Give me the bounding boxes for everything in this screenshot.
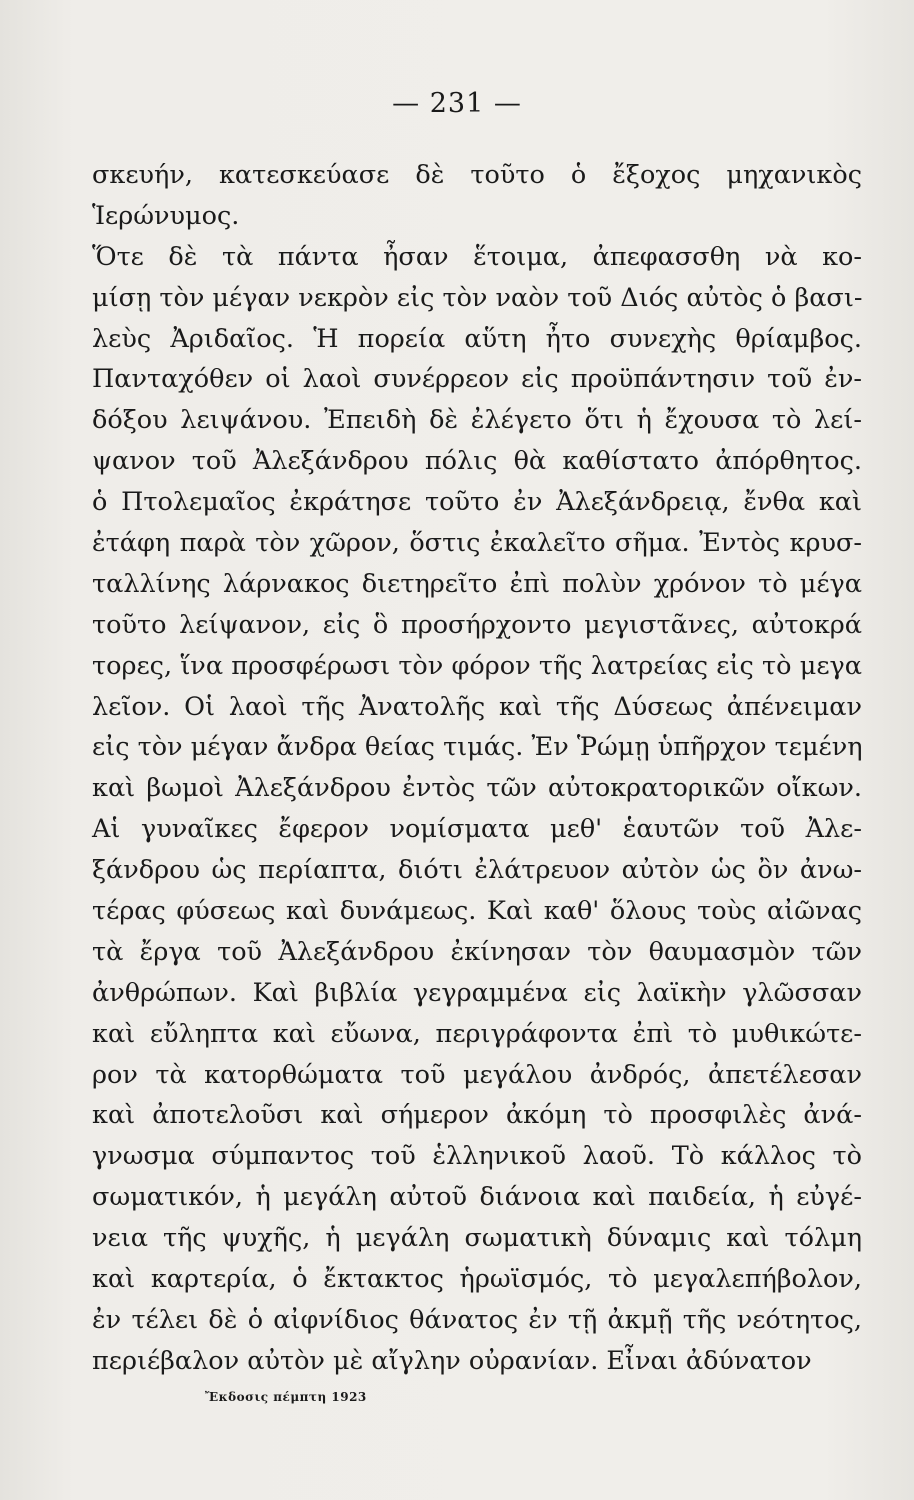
text-line: εἰς τὸν μέγαν ἄνδρα θείας τιμάς. Ἐν Ῥώμῃ ὑπῆρχον τεμένη (92, 732, 863, 763)
text-line: τέρας φύσεως καὶ δυνάμεως. Καὶ καθ' ὅλους τοὺς αἰῶνας (92, 896, 862, 927)
edition-footer: Ἔκδοσις πέμπτη 1923 (205, 1390, 367, 1404)
text-line: ἐτάφη παρὰ τὸν χῶρον, ὅστις ἐκαλεῖτο σῆμα. Ἐντὸς κρυσ- (92, 528, 862, 559)
text-line: τοῦτο λείψανον, εἰς ὃ προσήρχοντο μεγιστᾶνες, αὐτοκρά (92, 609, 862, 640)
text-line: σκευήν, κατεσκεύασε δὲ τοῦτο ὁ ἔξοχος μηχανικὸς (92, 160, 862, 190)
text-line: νεια τῆς ψυχῆς, ἡ μεγάλη σωματικὴ δύναμις καὶ τόλμη (92, 1223, 862, 1254)
text-line: τορες, ἵνα προσφέρωσι τὸν φόρον τῆς λατρείας εἰς τὸ μεγα (92, 650, 862, 681)
page-number: — 231 — (392, 88, 522, 119)
text-line: περιέβαλον αὐτὸν μὲ αἴγλην οὐρανίαν. Εἶναι ἀδύνατον (92, 1345, 812, 1376)
text-line: καὶ ἀποτελοῦσι καὶ σήμερον ἀκόμη τὸ προσφιλὲς ἀνά- (92, 1100, 862, 1131)
text-line: καὶ βωμοὶ Ἀλεξάνδρου ἐντὸς τῶν αὐτοκρατορικῶν οἴκων. (92, 773, 862, 804)
text-line: δόξου λειψάνου. Ἐπειδὴ δὲ ἐλέγετο ὅτι ἡ ἔχουσα τὸ λεί- (92, 405, 862, 436)
text-line: λεῖον. Οἱ λαοὶ τῆς Ἀνατολῆς καὶ τῆς Δύσεως ἀπένειμαν (92, 691, 862, 722)
text-line: ξάνδρου ὡς περίαπτα, διότι ἐλάτρευον αὐτὸν ὡς ὂν ἀνω- (92, 855, 862, 886)
text-line: λεὺς Ἀριδαῖος. Ἡ πορεία αὕτη ἦτο συνεχὴς θρίαμβος. (92, 323, 862, 354)
text-line: καὶ καρτερία, ὁ ἔκτακτος ἡρωϊσμός, τὸ μεγαλεπήβολον, (92, 1264, 862, 1295)
text-line: Ὅτε δὲ τὰ πάντα ἦσαν ἕτοιμα, ἀπεφασσθη νὰ κο- (92, 241, 862, 272)
text-line: καὶ εὔληπτα καὶ εὔωνα, περιγράφοντα ἐπὶ τὸ μυθικώτε- (92, 1018, 862, 1049)
text-line: ταλλίνης λάρνακος διετηρεῖτο ἐπὶ πολὺν χρόνον τὸ μέγα (92, 568, 862, 599)
text-line: ρον τὰ κατορθώματα τοῦ μεγάλου ἀνδρός, ἀπετέλεσαν (92, 1059, 862, 1090)
text-line: τὰ ἔργα τοῦ Ἀλεξάνδρου ἐκίνησαν τὸν θαυμασμὸν τῶν (92, 936, 862, 967)
text-line: Ἱερώνυμος. (92, 200, 240, 231)
body-text (92, 155, 862, 1382)
text-line: ψανον τοῦ Ἀλεξάνδρου πόλις θὰ καθίστατο ἀπόρθητος. (92, 446, 862, 477)
text-line: ὁ Πτολεμαῖος ἐκράτησε τοῦτο ἐν Ἀλεξάνδρειᾳ, ἔνθα καὶ (92, 487, 862, 518)
text-line: γνωσμα σύμπαντος τοῦ ἑλληνικοῦ λαοῦ. Τὸ κάλλος τὸ (92, 1141, 862, 1172)
text-line: Πανταχόθεν οἱ λαοὶ συνέρρεον εἰς προϋπάντησιν τοῦ ἐν- (92, 364, 862, 395)
text-line: ἀνθρώπων. Καὶ βιβλία γεγραμμένα εἰς λαϊκὴν γλῶσσαν (92, 977, 862, 1008)
text-line: σωματικόν, ἡ μεγάλη αὐτοῦ διάνοια καὶ παιδεία, ἡ εὐγέ- (92, 1182, 862, 1213)
text-line: μίσῃ τὸν μέγαν νεκρὸν εἰς τὸν ναὸν τοῦ Διός αὐτὸς ὁ βασι- (92, 282, 863, 313)
text-line: Αἱ γυναῖκες ἔφερον νομίσματα μεθ' ἑαυτῶν τοῦ Ἀλε- (92, 814, 862, 845)
text-line: ἐν τέλει δὲ ὁ αἰφνίδιος θάνατος ἐν τῇ ἀκμῇ τῆς νεότητος, (92, 1304, 862, 1335)
